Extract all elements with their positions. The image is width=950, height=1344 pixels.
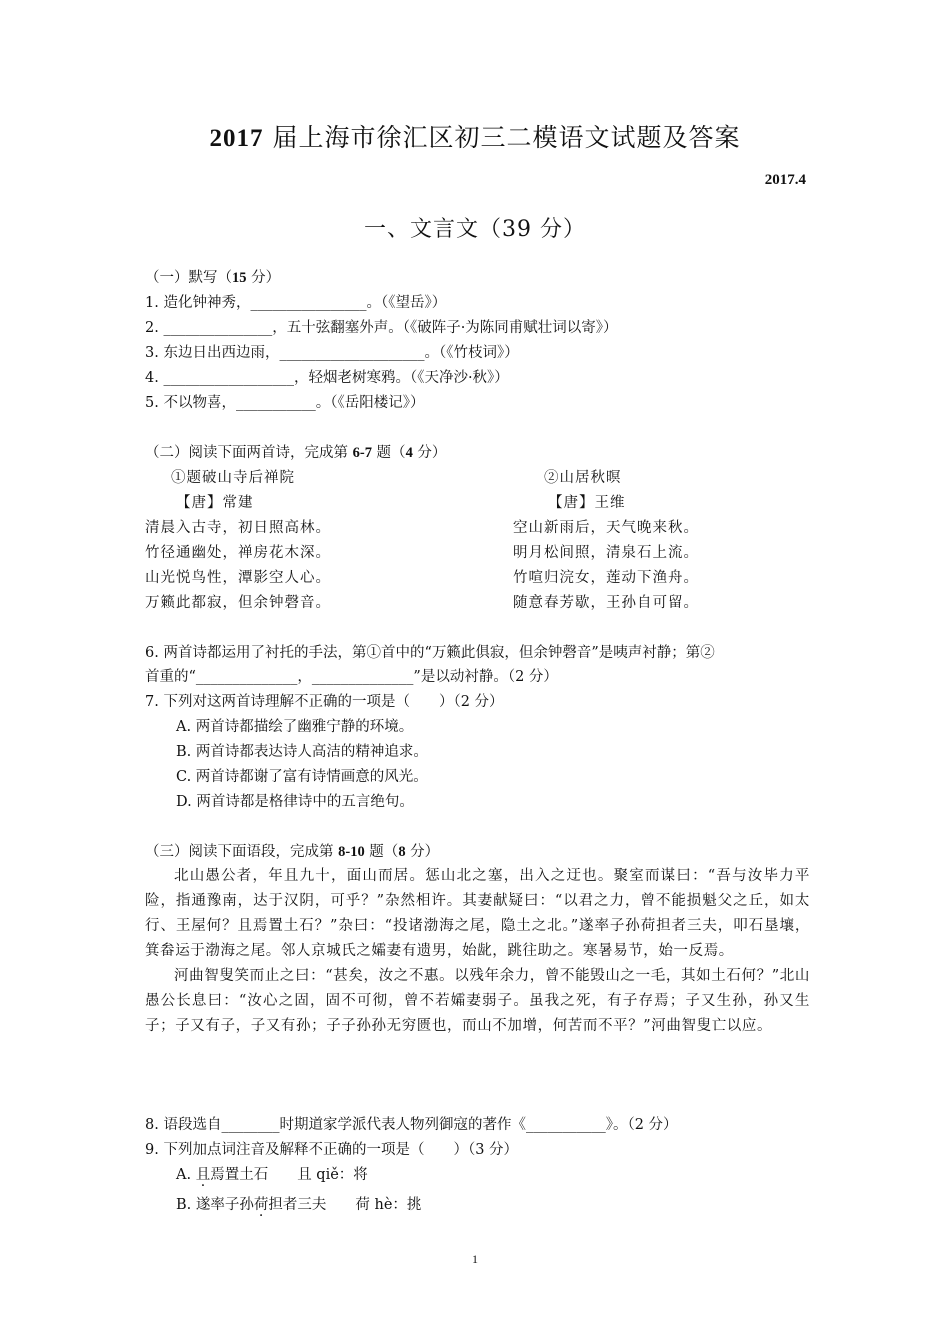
poem2-line: 竹喧归浣女，莲动下渔舟。 xyxy=(513,570,699,586)
question-7: 7. 下列对这两首诗理解不正确的一项是（ ）（2 分） xyxy=(145,694,504,710)
question-1: 1. 造化钟神秀，________________。（《望岳》） xyxy=(145,295,447,311)
passage xyxy=(145,864,810,1039)
option-b: B. 两首诗都表达诗人高洁的精神追求。 xyxy=(176,744,428,760)
poem1-line: 山光悦鸟性，潭影空人心。 xyxy=(145,570,331,586)
passage-paragraph-1: 北山愚公者，年且九十，面山而居。惩山北之塞，出入之迂也。聚室而谋曰：“吾与汝毕力平险，指通豫南，达于汉阴，可乎？”杂然相许。其妻献疑曰：“以君之力，曾不能损魁父之丘，如太行、王屋何？且焉置土石？”杂曰：“投诸渤海之尾，隐土之北。”遂率子孙荷担者三夫，叩石垦壤，箕畚运于渤海之尾。邻人京城氏之孀妻有遗男，始龀，跳往助之。寒暑易节，始一反焉。 xyxy=(145,868,810,959)
page-number: 1 xyxy=(472,1252,478,1266)
q9-option-a: A. 且焉置土石 且 qiě：将 xyxy=(176,1167,368,1183)
poem2-line: 明月松间照，清泉石上流。 xyxy=(513,545,699,561)
q9-option-b: B. 遂率子孙荷担者三夫 荷 hè：挑 xyxy=(176,1197,422,1213)
poem2-line: 空山新雨后，天气晚来秋。 xyxy=(513,520,699,536)
title-text: 届上海市徐汇区初三二模语文试题及答案 xyxy=(263,123,741,152)
section-title: 一、文言文（39 分） xyxy=(364,217,586,242)
question-9: 9. 下列加点词注音及解释不正确的一项是（ ）（3 分） xyxy=(145,1142,519,1158)
poem2-title: ②山居秋暝 xyxy=(544,470,622,486)
question-4: 4. __________________，轻烟老树寒鸦。（《天净沙·秋》） xyxy=(145,370,509,386)
option-d: D. 两首诗都是格律诗中的五言绝句。 xyxy=(176,794,414,810)
poem1-line: 万籁此都寂，但余钟磬音。 xyxy=(145,595,331,611)
poem2-line: 随意春芳歇，王孙自可留。 xyxy=(513,595,699,611)
option-c: C. 两首诗都谢了富有诗情画意的风光。 xyxy=(176,769,428,785)
title-year: 2017 xyxy=(209,125,264,152)
question-2: 2. _______________，五十弦翻塞外声。（《破阵子·为陈同甫赋壮词以寄》） xyxy=(145,320,618,336)
part1-heading: （一）默写（15 分） xyxy=(145,270,281,286)
poem2-author: 【唐】王维 xyxy=(548,495,626,511)
question-8: 8. 语段选自________时期道家学派代表人物列御寇的著作《___________》。（2 分） xyxy=(145,1117,678,1133)
part3-heading: （三）阅读下面语段，完成第 8-10 题（8 分） xyxy=(145,844,440,860)
poem1-line: 竹径通幽处，禅房花木深。 xyxy=(145,545,331,561)
dotted-char: 荷 xyxy=(253,1197,269,1213)
document-date: 2017.4 xyxy=(764,172,806,188)
question-6-line1: 6. 两首诗都运用了衬托的手法，第①首中的“万籁此俱寂，但余钟磬音”是咦声衬静；第② xyxy=(145,645,715,661)
dotted-char: 且 xyxy=(195,1167,211,1183)
passage-paragraph-2: 河曲智叟笑而止之曰：“甚矣，汝之不惠。以残年余力，曾不能毁山之一毛，其如土石何？”北山愚公长息曰：“汝心之固，固不可彻，曾不若孀妻弱子。虽我之死，有子存焉；子又生孙，孙又生子；子又有子，子又有孙；子子孙孙无穷匮也，而山不加增，何苦而不平？”河曲智叟亡以应。 xyxy=(145,968,810,1034)
part2-heading: （二）阅读下面两首诗，完成第 6-7 题（4 分） xyxy=(145,445,447,461)
poem1-author: 【唐】常建 xyxy=(176,495,254,511)
question-5: 5. 不以物喜，___________。（《岳阳楼记》） xyxy=(145,395,425,411)
question-6-line2: 首重的“______________，______________”是以动衬静。（2 分） xyxy=(145,669,558,685)
question-3: 3. 东边日出西边雨，____________________。（《竹枝词》） xyxy=(145,345,519,361)
poem1-title: ①题破山寺后禅院 xyxy=(171,470,295,486)
document-title xyxy=(0,118,950,154)
option-a: A. 两首诗都描绘了幽雅宁静的环境。 xyxy=(176,719,414,735)
poem1-line: 清晨入古寺，初日照高林。 xyxy=(145,520,331,536)
